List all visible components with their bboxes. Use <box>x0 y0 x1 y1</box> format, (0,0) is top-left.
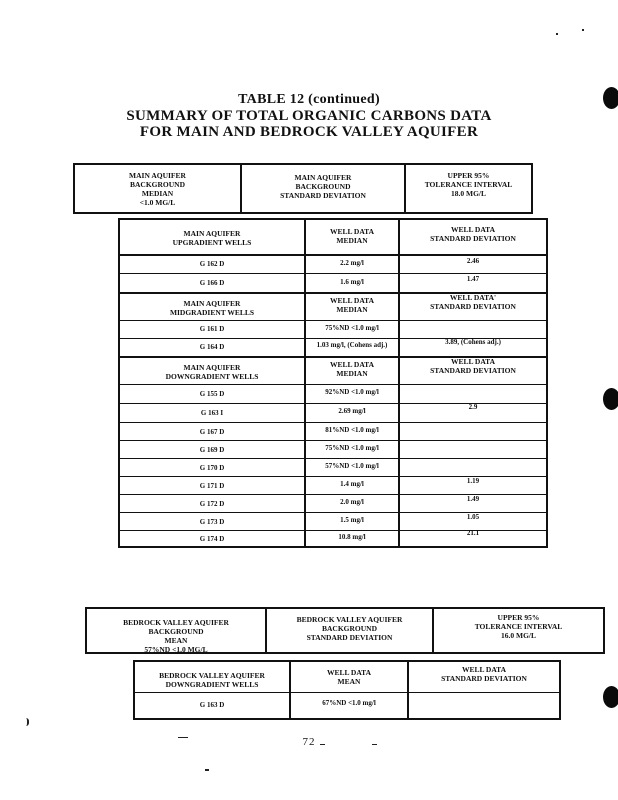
downgradient-header-wells: MAIN AQUIFER DOWNGRADIENT WELLS <box>165 363 259 381</box>
table-row-sd <box>409 692 559 714</box>
main-aquifer-wells-table <box>118 218 548 548</box>
table-row-median: 57%ND <1.0 mg/l <box>325 461 379 470</box>
punch-hole-bottom <box>603 686 618 708</box>
main-background-sd: MAIN AQUIFER BACKGROUND STANDARD DEVIATION <box>280 172 366 200</box>
punch-hole-middle <box>603 388 618 410</box>
scan-speck <box>205 769 209 771</box>
table-row-sd: 2.46 <box>466 257 480 265</box>
table-row-mean: 67%ND <1.0 mg/l <box>322 698 376 707</box>
table-row-well: G 166 D <box>199 278 225 287</box>
table-row-median: 1.6 mg/l <box>340 277 364 286</box>
table-row-median: 2.2 mg/l <box>340 259 364 267</box>
table-row-well: G 161 D <box>199 325 225 333</box>
table-row-sd: 3.89, (Cohens adj.) <box>445 337 501 346</box>
table-row-well: G 173 D <box>199 517 225 526</box>
table-row-sd <box>400 455 546 473</box>
table-row-median: 92%ND <1.0 mg/l <box>325 387 379 396</box>
table-row-median: 1.5 mg/l <box>340 515 364 524</box>
bedrock-background-sd: BEDROCK VALLEY AQUIFER BACKGROUND STANDARD DEVIATION <box>296 614 403 642</box>
page-number: 72 <box>302 736 316 748</box>
table-row-median: 75%ND <1.0 mg/l <box>325 323 379 332</box>
downgradient-header-median: WELL DATA MEDIAN <box>329 360 375 378</box>
bedrock-tolerance-interval: UPPER 95% TOLERANCE INTERVAL 16.0 MG/L <box>474 612 563 640</box>
table-row-well: G 167 D <box>199 427 225 436</box>
bedrock-header-wells: BEDROCK VALLEY AQUIFER DOWNGRADIENT WELLS <box>159 671 265 689</box>
table-row-median: 1.03 mg/l, (Cohens adj.) <box>316 340 388 349</box>
bedrock-aquifer-summary <box>85 607 605 654</box>
table-row-well: G 171 D <box>199 481 225 490</box>
table-row-well: G 162 D <box>199 259 225 268</box>
upgradient-header-sd: WELL DATA STANDARD DEVIATION <box>430 225 516 243</box>
table-row-median: 75%ND <1.0 mg/l <box>325 443 379 452</box>
midgradient-header-median: WELL DATA MEDIAN <box>329 296 375 314</box>
bedrock-header-sd: WELL DATA STANDARD DEVIATION <box>441 665 527 683</box>
table-row-well: G 169 D <box>199 445 225 454</box>
table-row-median: 10.8 mg/l <box>338 532 366 541</box>
midgradient-header-sd: WELL DATA' STANDARD DEVIATION <box>430 293 516 311</box>
scan-speck <box>556 33 558 35</box>
table-row-well: G 163 I <box>200 408 224 417</box>
table-row-well: G 164 D <box>199 343 225 351</box>
scan-speck <box>22 718 29 726</box>
downgradient-header-sd: WELL DATA STANDARD DEVIATION <box>430 357 516 375</box>
table-row-sd: 1.05 <box>466 512 480 521</box>
table-row-median: 81%ND <1.0 mg/l <box>325 425 379 434</box>
scan-speck <box>582 29 584 31</box>
table-subtitle-line2: FOR MAIN AND BEDROCK VALLEY AQUIFER <box>139 124 479 140</box>
table-row-sd: 1.19 <box>466 476 480 485</box>
table-row-median: 2.0 mg/l <box>340 497 364 506</box>
table-row-well: G 170 D <box>199 463 225 472</box>
bedrock-header-mean: WELL DATA MEAN <box>326 668 372 686</box>
table-row-well: G 174 D <box>199 534 225 543</box>
upgradient-header-median: WELL DATA MEDIAN <box>329 227 375 245</box>
scan-speck <box>320 744 325 745</box>
table-subtitle-line1: SUMMARY OF TOTAL ORGANIC CARBONS DATA <box>126 108 492 124</box>
table-row-sd: 1.49 <box>466 494 480 503</box>
table-title: TABLE 12 (continued) <box>238 92 380 107</box>
scan-speck <box>372 744 377 745</box>
table-row-sd: 2.9 <box>468 402 478 411</box>
bedrock-background-mean: BEDROCK VALLEY AQUIFER BACKGROUND MEAN 57%ND <1.0 MG/L <box>123 618 229 654</box>
table-row-well: G 163 D <box>199 700 225 709</box>
table-row-median: 1.4 mg/l <box>340 479 364 488</box>
punch-hole-top <box>603 87 618 109</box>
table-row-sd <box>400 318 546 334</box>
table-row-sd: 1.47 <box>466 275 480 283</box>
upgradient-header-wells: MAIN AQUIFER UPGRADIENT WELLS <box>172 229 252 247</box>
table-row-well: G 155 D <box>199 389 225 398</box>
table-row-sd: 21.1 <box>466 528 480 537</box>
table-row-sd <box>400 419 546 437</box>
bedrock-wells-table <box>133 660 561 720</box>
table-row-median: 2.69 mg/l <box>338 406 366 415</box>
midgradient-header-wells: MAIN AQUIFER MIDGRADIENT WELLS <box>169 299 255 317</box>
main-background-median: MAIN AQUIFER BACKGROUND MEDIAN <1.0 MG/L <box>129 170 186 207</box>
main-tolerance-interval: UPPER 95% TOLERANCE INTERVAL 18.0 MG/L <box>424 170 513 198</box>
table-row-well: G 172 D <box>199 499 225 508</box>
main-aquifer-summary <box>73 163 533 214</box>
scan-speck <box>178 737 188 738</box>
table-row-sd <box>400 437 546 455</box>
